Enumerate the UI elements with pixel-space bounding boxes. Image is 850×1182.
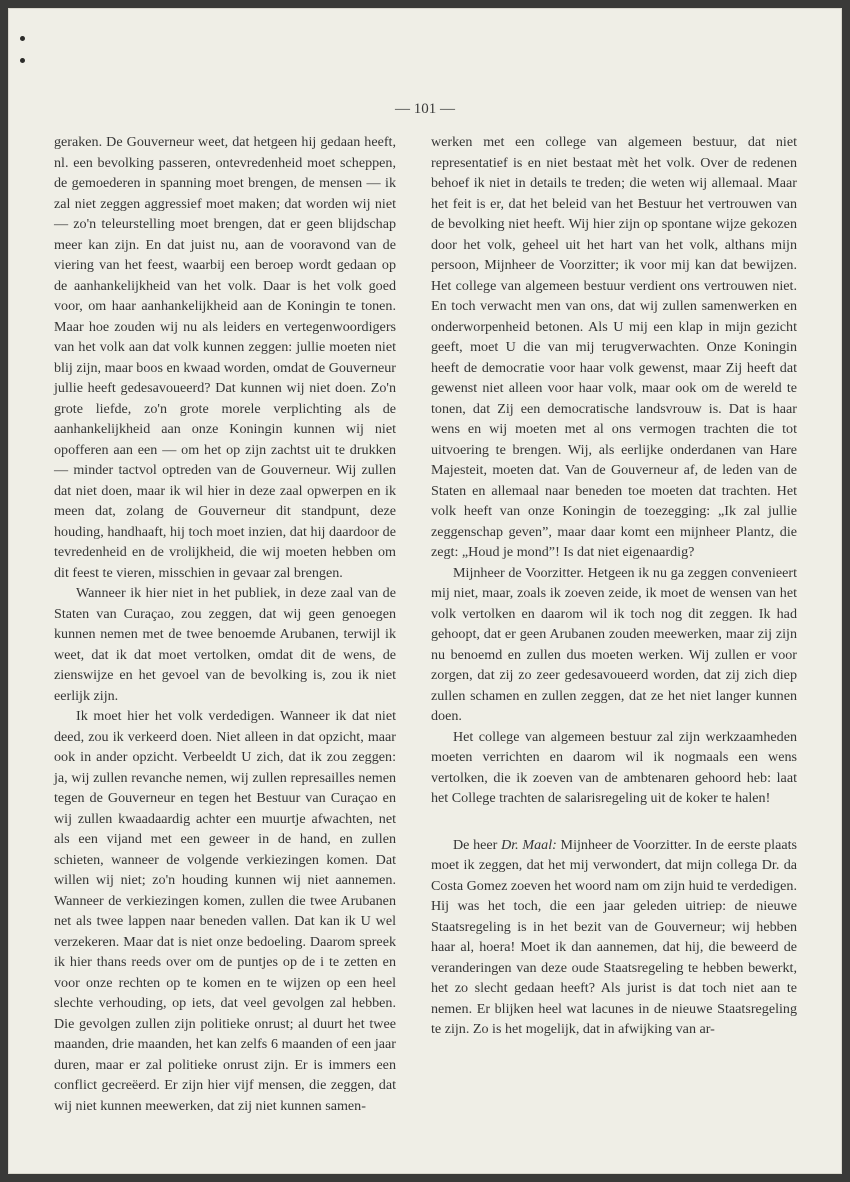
speaker-text: Mijnheer de Voorzitter. In de eerste plaats moet ik zeggen, dat het mij verwondert, dat mijn collega Dr. da Costa Gomez zoeven het woord nam om zijn huid te verdedigen. Hij was het toch, die een jaar geleden uitriep: de nieuwe Staatsregeling is in het bezit van de Gouverneur; wij hebben haar al, hoera! Moet ik dan aannemen, dat hij, die beweerd de veranderingen van deze oude Staatsregeling te hebben bewerkt, het zo slecht gedaan heeft? Als jurist is dat toch niet aan te nemen. Er blijken heel wat lacunes in de nieuwe Staatsregeling te zijn. Zo is het mogelijk, dat in afwijking van ar- — [431, 836, 798, 1037]
left-column — [54, 132, 396, 1116]
right-paragraph-4 — [431, 835, 797, 1040]
document-page — [8, 8, 842, 1174]
punch-hole-top — [20, 36, 25, 41]
left-paragraph-1: geraken. De Gouverneur weet, dat hetgeen hij gedaan heeft, nl. een bevolking passeren, ontevredenheid moet scheppen, de gemoederen in spanning moet brengen, de mensen — ik zal niet zeggen aggressief moet maken; dat worden wij niet — zo'n teleurstelling moet brengen, dat er geen blijdschap meer kan zijn. En dat juist nu, aan de vooravond van de viering van het feest, waarbij een beroep wordt gedaan op de aanhankelijkheid van het volk. Daar is het volk goed voor, om haar aanhankelijkheid aan de Koningin te tonen. Maar hoe zouden wij nu als leiders en vertegenwoordigers van het volk aan dat volk kunnen zeggen: jullie moeten niet blij zijn, maar boos en kwaad worden, omdat de Gouverneur jullie heeft gedesavoueerd? Dat kunnen wij niet doen. Zo'n grote liefde, zo'n grote morele verplichting als de aanhankelijkheid aan onze Koningin kunnen wij niet opofferen aan een — om het op zijn zachtst uit te drukken — minder tactvol optreden van de Gouverneur. Wij zullen dat niet doen, maar ik wil hier in deze zaal opwerpen en ik meen dat, zolang de Gouverneur dit standpunt, deze houding, handhaaft, hij toch moet inzien, dat hij daardoor de tevredenheid en de vrolijkheid, die wij moeten hebben om dit feest te vieren, misschien in gevaar zal brengen. — [54, 134, 396, 581]
left-paragraph-2: Wanneer ik hier niet in het publiek, in deze zaal van de Staten van Curaçao, zou zeggen, dat wij geen genoegen kunnen nemen met de twee benoemde Arubanen, terwijl ik weet, dat ik dat moet vertolken, omdat dit de wens, de zienswijze en het gevoel van de bevolking is, zou ik niet eerlijk zijn. — [54, 585, 396, 704]
right-paragraph-3: Het college van algemeen bestuur zal zijn werkzaamheden moeten verrichten en daarom wil ik nogmaals een wens vertolken, die ik zoeven van de ambtenaren gehoord heb: laat het College trachten de salarisregeling uit de koker te halen! — [431, 728, 797, 806]
punch-hole-bottom — [20, 58, 25, 63]
right-paragraph-1: werken met een college van algemeen bestuur, dat niet representatief is en niet bestaat mèt het volk. Over de redenen behoef ik niet in details te treden; die weten wij allemaal. Maar het feit is er, dat het beleid van het Bestuur het vertrouwen van de bevolking niet heeft. Wij hier zijn op spontane wijze gekozen door het volk, geheel uit het hart van het volk, althans mijn persoon, Mijnheer de Voorzitter; ik voor mij kan dat bewijzen. Het college van algemeen bestuur verdient ons vertrouwen niet. En toch verwacht men van ons, dat wij zullen samenwerken en onderworpenheid betonen. Als U mij een klap in mijn gezicht geeft, moet U die van mij terugverwachten. Onze Koningin heeft de democratie voor haar volk gewenst, maar Zij heeft dat gewenst niet alleen voor haar volk, maar ook om de wereld te tonen, dat Zij een democratische landsvrouw is. Dat is haar wens en wij moeten met al ons vermogen trachten die tot uitvoering te brengen. Wij, als eerlijke onderdanen van Hare Majesteit, moeten dat. Van de Gouverneur af, de leden van de Staten en allemaal naar beneden toe moeten dat trachten. Het volk heeft van onze Koningin de toezegging: „Ik zal jullie zeggenschap geven”, maar daar komt een mijnheer Plantz, die zegt: „Houd je mond”! Is dat niet eigenaardig? — [431, 134, 797, 560]
speaker-prefix: De heer — [453, 836, 502, 853]
page-number: — 101 — — [395, 101, 455, 117]
left-paragraph-3: Ik moet hier het volk verdedigen. Wanneer ik dat niet deed, zou ik verkeerd doen. Niet alleen in dat opzicht, maar ook in ander opzicht. Verbeeldt U zich, dat ik zou zeggen: ja, wij zullen revanche nemen, wij zullen represailles nemen tegen de Gouverneur en tegen het Bestuur van Curaçao en wij zullen kwaadaardig achter een muurtje afwachten, net als een vijand met een geweer in de hand, en zullen schieten, wanneer de volgende verkiezingen komen. Dat willen wij niet; zo'n houding kunnen wij niet aannemen. Wanneer de verkiezingen komen, zullen die twee Arubanen net als twee lappen naar beneden vallen. Dat kan ik U wel verzekeren. Maar dat is niet onze bedoeling. Daarom spreek ik hier thans reeds over om de puntjes op de i te zetten en voor onze rechten op te komen en te wijzen op een heel slechte verhouding, op iets, dat veel gevolgen zal hebben. Die gevolgen zullen zijn politieke onrust; al duurt het twee maanden, drie maanden, het kan zelfs 6 maanden of een jaar duren, maar er zal politieke onrust zijn. Er is immers een conflict gecreëerd. Er zijn hier vijf mensen, die zeggen, dat wij niet kunnen meewerken, dat zij niet kunnen samen- — [54, 708, 396, 1114]
right-column — [431, 132, 797, 1040]
right-paragraph-2: Mijnheer de Voorzitter. Hetgeen ik nu ga zeggen convenieert mij niet, maar, zoals ik zoeven zeide, ik moet de wensen van het volk vertolken en daarom wil ik toch nog dit zeggen. Ik had gehoopt, dat er geen Arubanen zouden meewerken, maar zij zijn nu benoemd en zullen dus moeten werken. Wij zullen er voor zorgen, dat zij zo zeer gedesavoueerd worden, dat zij zich diep zullen schamen en zullen zeggen, dat ze het niet langer kunnen doen. — [431, 564, 797, 724]
speaker-name: Dr. Maal: — [501, 836, 557, 853]
